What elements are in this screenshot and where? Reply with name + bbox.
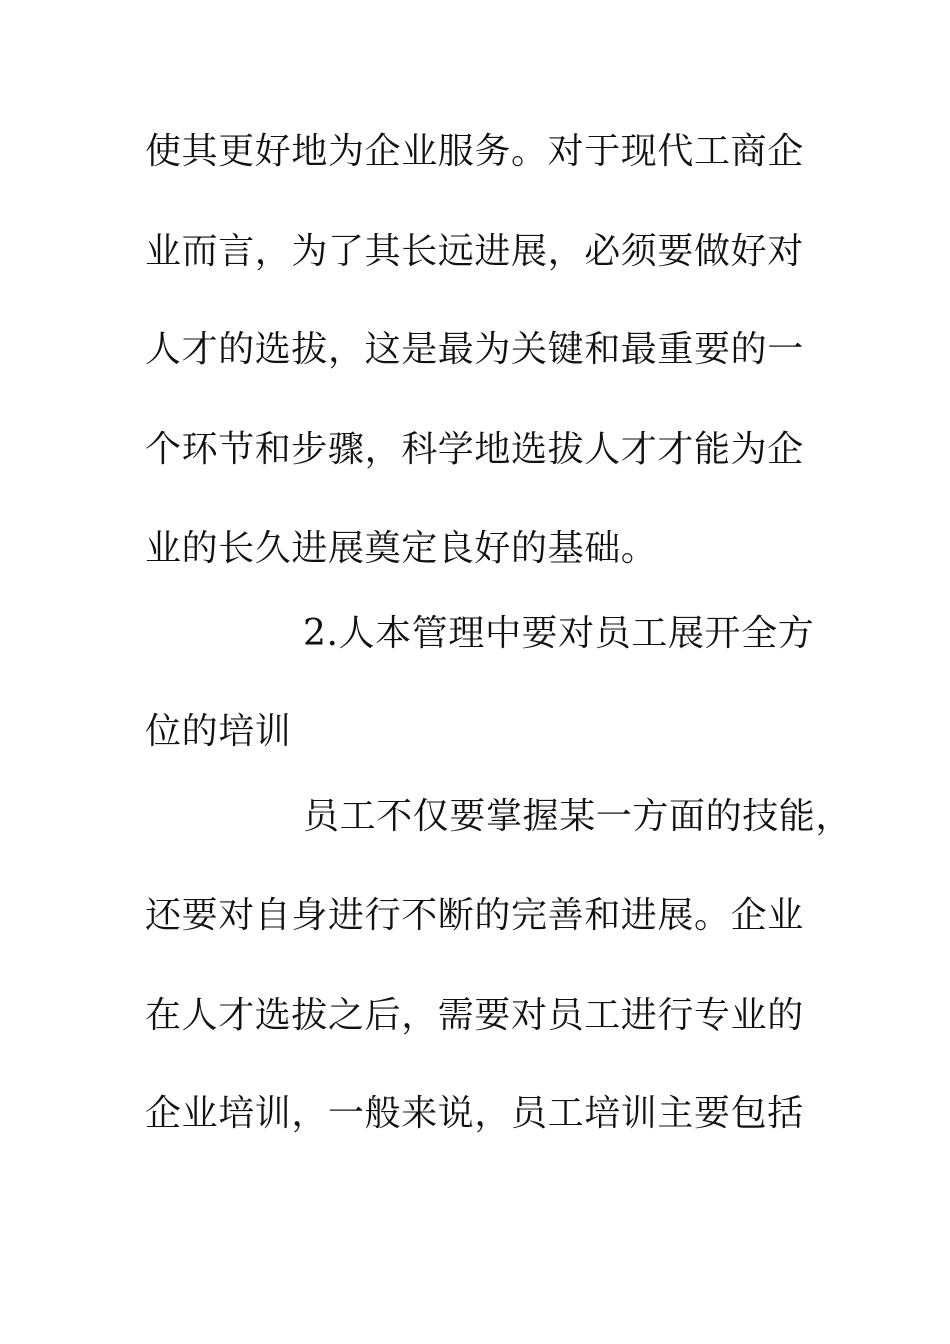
section-heading-line: 位的培训	[145, 711, 292, 752]
paragraph-line: 使其更好地为企业服务。对于现代工商企	[145, 131, 804, 172]
paragraph-line: 还要对自身进行不断的完善和进展。企业	[145, 895, 804, 936]
paragraph-line: 业而言，为了其长远进展，必须要做好对	[145, 231, 804, 272]
paragraph-line: 业的长久进展奠定良好的基础。	[145, 528, 658, 569]
paragraph-line: 人才的选拔，这是最为关键和最重要的一	[145, 329, 804, 370]
paragraph-line: 员工不仅要掌握某一方面的技能，	[303, 796, 853, 837]
paragraph-line: 个环节和步骤，科学地选拔人才才能为企	[145, 429, 804, 470]
paragraph-line: 企业培训，一般来说，员工培训主要包括	[145, 1093, 804, 1134]
paragraph-line: 在人才选拔之后，需要对员工进行专业的	[145, 995, 804, 1036]
section-heading-line: 2.人本管理中要对员工展开全方	[303, 613, 815, 654]
